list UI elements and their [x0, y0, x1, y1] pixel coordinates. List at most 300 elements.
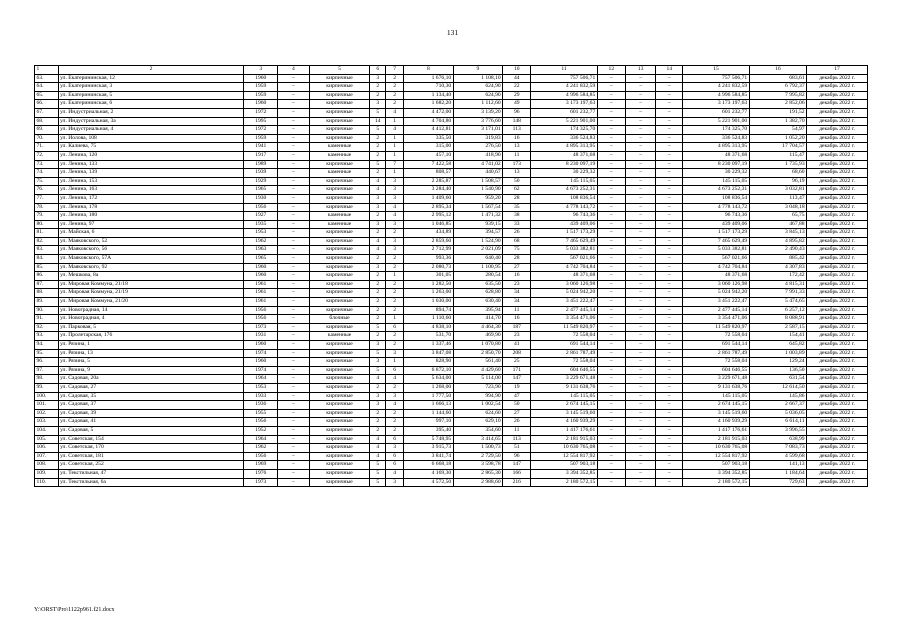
table-cell: 3 139,20	[453, 108, 503, 117]
table-cell: 1995	[244, 117, 278, 126]
table-cell: 145 115,05	[531, 177, 597, 186]
table-cell: –	[656, 134, 683, 143]
table-cell: 2 729,50	[453, 452, 503, 461]
table-cell: 79.	[35, 212, 59, 221]
table-cell: 98.	[35, 375, 59, 384]
table-cell: 8 230 097,19	[683, 160, 749, 169]
table-cell: –	[278, 220, 310, 229]
table-cell: 1 500,73	[453, 444, 503, 453]
table-cell: 96,19	[749, 177, 806, 186]
table-cell: 3 173 197,63	[683, 100, 749, 109]
table-cell: –	[597, 383, 625, 392]
table-cell: кирпичные	[309, 280, 370, 289]
table-cell: 10 630 765,08	[531, 444, 597, 453]
table-cell: 467,88	[749, 220, 806, 229]
table-cell: 145 115,05	[531, 392, 597, 401]
table-cell: ул. Парковая, 5	[58, 323, 244, 332]
table-cell: 3 847,08	[404, 349, 454, 358]
table-cell: 631,54	[749, 375, 806, 384]
table-cell: 80.	[35, 220, 59, 229]
table-cell: ул. Ленина, 178	[58, 203, 244, 212]
table-cell: 68,60	[749, 169, 806, 178]
table-cell: 4 996 584,85	[531, 91, 597, 100]
table-cell: ул. Садовая, 27	[58, 383, 244, 392]
table-cell: –	[597, 392, 625, 401]
table-cell: –	[625, 74, 655, 83]
table-cell: 105.	[35, 435, 59, 444]
column-number-cell: 8	[404, 66, 454, 75]
table-row	[35, 126, 868, 135]
table-cell: 108 836,54	[683, 194, 749, 203]
table-row	[35, 194, 868, 203]
table-cell: ул. Садовая, 35	[58, 392, 244, 401]
table-cell: –	[656, 91, 683, 100]
table-cell: 3 229 671,48	[531, 375, 597, 384]
table-cell: 2	[370, 289, 386, 298]
table-cell: ул. Садовая, 20а	[58, 375, 244, 384]
table-row	[35, 392, 868, 401]
table-cell: 885,42	[749, 255, 806, 264]
table-cell: кирпичные	[309, 134, 370, 143]
table-cell: 414,70	[453, 315, 503, 324]
table-cell: 1931	[244, 332, 278, 341]
table-cell: 4 838,10	[404, 323, 454, 332]
table-cell: –	[278, 341, 310, 350]
table-row	[35, 298, 868, 307]
table-cell: кирпичные	[309, 91, 370, 100]
table-cell: декабрь 2022 г.	[807, 444, 868, 453]
table-cell: 1959	[244, 134, 278, 143]
table-cell: –	[625, 212, 655, 221]
table-cell: декабрь 2022 г.	[807, 212, 868, 221]
table-cell: 439 409,06	[531, 220, 597, 229]
table-row	[35, 409, 868, 418]
table-row	[35, 418, 868, 427]
table-cell: 319,83	[453, 134, 503, 143]
table-cell: 16	[503, 134, 531, 143]
table-cell: ул. Маяковского, 57А	[58, 255, 244, 264]
table-cell: 2 477 445,14	[531, 306, 597, 315]
table-cell: 808,57	[404, 169, 454, 178]
table-cell: 6 614,11	[749, 418, 806, 427]
table-cell: кирпичные	[309, 177, 370, 186]
table-cell: –	[625, 117, 655, 126]
table-cell: декабрь 2022 г.	[807, 134, 868, 143]
table-cell: 723,90	[453, 383, 503, 392]
table-cell: –	[656, 323, 683, 332]
table-cell: –	[278, 478, 310, 487]
table-cell: 3	[370, 263, 386, 272]
table-cell: кирпичные	[309, 409, 370, 418]
table-cell: –	[656, 100, 683, 109]
table-cell: 77.	[35, 194, 59, 203]
table-cell: 63.	[35, 74, 59, 83]
table-cell: декабрь 2022 г.	[807, 237, 868, 246]
table-cell: –	[656, 375, 683, 384]
table-cell: декабрь 2022 г.	[807, 349, 868, 358]
table-cell: 3 598,78	[453, 461, 503, 470]
table-cell: декабрь 2022 г.	[807, 255, 868, 264]
table-cell: каменные	[309, 151, 370, 160]
table-cell: 71.	[35, 143, 59, 152]
table-cell: 3 229 671,48	[683, 375, 749, 384]
table-cell: –	[597, 83, 625, 92]
table-cell: декабрь 2022 г.	[807, 289, 868, 298]
table-cell: 102.	[35, 409, 59, 418]
table-cell: 4 472,00	[404, 108, 454, 117]
table-cell: ул. Маяковского, 92	[58, 263, 244, 272]
table-row	[35, 212, 868, 221]
table-cell: 1 540,90	[453, 186, 503, 195]
table-cell: 4 704,80	[404, 117, 454, 126]
table-cell: декабрь 2022 г.	[807, 246, 868, 255]
table-row	[35, 306, 868, 315]
table-cell: 2	[386, 306, 404, 315]
table-cell: 828,90	[404, 358, 454, 367]
table-cell: 4 778 143,72	[531, 203, 597, 212]
table-cell: блочные	[309, 315, 370, 324]
table-cell: 5 033 382,81	[531, 246, 597, 255]
table-cell: 1964	[244, 435, 278, 444]
column-number-cell: 15	[683, 66, 749, 75]
table-cell: 7 083,73	[749, 444, 806, 453]
table-cell: 2 021,09	[453, 246, 503, 255]
table-cell: 1 100,95	[453, 263, 503, 272]
table-cell: –	[278, 469, 310, 478]
table-cell: 4 895 313,95	[683, 143, 749, 152]
table-cell: 1929	[244, 177, 278, 186]
table-cell: 3	[370, 220, 386, 229]
table-cell: 3	[370, 401, 386, 410]
table-cell: 6 872,10	[404, 366, 454, 375]
table-cell: –	[625, 401, 655, 410]
table-cell: –	[278, 401, 310, 410]
table-cell: 1 417 176,61	[531, 426, 597, 435]
table-cell: 440,67	[453, 169, 503, 178]
table-cell: ул. Новоградная, 14	[58, 306, 244, 315]
table-cell: –	[278, 272, 310, 281]
table-cell: 4 673 252,31	[531, 186, 597, 195]
table-cell: 3	[386, 194, 404, 203]
column-number-cell: 10	[503, 66, 531, 75]
table-cell: –	[597, 212, 625, 221]
table-cell: 106.	[35, 444, 59, 453]
table-cell: 2 587,15	[749, 323, 806, 332]
table-cell: 3	[386, 478, 404, 487]
table-cell: каменные	[309, 169, 370, 178]
table-cell: –	[625, 143, 655, 152]
table-cell: 3 776,60	[453, 117, 503, 126]
table-cell: 3 171,01	[453, 126, 503, 135]
table-cell: 78.	[35, 203, 59, 212]
table-cell: 1963	[244, 246, 278, 255]
table-cell: 2	[386, 229, 404, 238]
table-cell: 4 778 143,72	[683, 203, 749, 212]
table-cell: –	[625, 100, 655, 109]
table-cell: 173	[503, 160, 531, 169]
table-cell: ул. Маяковского, 56	[58, 246, 244, 255]
table-cell: 100.	[35, 392, 59, 401]
column-number-cell: 17	[807, 66, 868, 75]
table-cell: 66.	[35, 100, 59, 109]
table-cell: кирпичные	[309, 401, 370, 410]
table-cell: декабрь 2022 г.	[807, 469, 868, 478]
table-cell: кирпичные	[309, 349, 370, 358]
table-cell: 2	[386, 289, 404, 298]
table-cell: 171	[503, 366, 531, 375]
table-cell: 1 144,60	[404, 409, 454, 418]
table-cell: 3	[386, 392, 404, 401]
table-cell: кирпичные	[309, 117, 370, 126]
table-cell: –	[597, 237, 625, 246]
table-cell: 48 371,68	[531, 272, 597, 281]
table-cell: 1959	[244, 91, 278, 100]
table-cell: 11	[503, 306, 531, 315]
table-cell: декабрь 2022 г.	[807, 220, 868, 229]
table-cell: декабрь 2022 г.	[807, 143, 868, 152]
table-cell: –	[597, 194, 625, 203]
table-cell: –	[278, 323, 310, 332]
table-cell: –	[625, 263, 655, 272]
table-cell: 1960	[244, 100, 278, 109]
table-cell: –	[656, 435, 683, 444]
table-cell: 81.	[35, 229, 59, 238]
table-cell: 4 464,30	[453, 323, 503, 332]
table-cell: кирпичные	[309, 469, 370, 478]
table-cell: –	[278, 186, 310, 195]
table-cell: кирпичные	[309, 435, 370, 444]
table-cell: –	[656, 246, 683, 255]
table-cell: –	[278, 108, 310, 117]
table-row	[35, 272, 868, 281]
table-cell: 1953	[244, 383, 278, 392]
table-cell: –	[656, 349, 683, 358]
table-cell: 96 743,36	[531, 212, 597, 221]
table-cell: –	[597, 469, 625, 478]
table-cell: ул. Рязина, 5	[58, 358, 244, 367]
table-cell: 73.	[35, 160, 59, 169]
table-cell: –	[597, 126, 625, 135]
table-cell: декабрь 2022 г.	[807, 315, 868, 324]
table-cell: 1972	[244, 108, 278, 117]
table-cell: –	[656, 306, 683, 315]
table-cell: 2 181 915,03	[683, 435, 749, 444]
table-cell: 5	[370, 469, 386, 478]
table-cell: 1	[386, 134, 404, 143]
table-cell: –	[278, 203, 310, 212]
table-cell: 4 572,50	[404, 478, 454, 487]
table-cell: 115,47	[749, 151, 806, 160]
table-cell: –	[656, 194, 683, 203]
table-cell: 640,40	[453, 255, 503, 264]
table-cell: ул. Ленина, 139	[58, 169, 244, 178]
table-cell: 23	[503, 332, 531, 341]
table-cell: 1 268,00	[404, 383, 454, 392]
table-cell: 29	[503, 91, 531, 100]
table-cell: каменные	[309, 332, 370, 341]
table-cell: 3 173 197,63	[531, 100, 597, 109]
table-cell: 83.	[35, 246, 59, 255]
table-cell: –	[656, 255, 683, 264]
table-cell: –	[625, 246, 655, 255]
table-cell: декабрь 2022 г.	[807, 83, 868, 92]
table-cell: 2	[370, 212, 386, 221]
table-cell: 94.	[35, 341, 59, 350]
table-cell: 1 263,00	[404, 289, 454, 298]
table-cell: 1 134,40	[404, 91, 454, 100]
table-cell: –	[278, 134, 310, 143]
table-cell: 1974	[244, 366, 278, 375]
table-cell: 5	[370, 478, 386, 487]
table-cell: 87.	[35, 280, 59, 289]
table-cell: 48 371,68	[531, 151, 597, 160]
table-cell: 147	[503, 461, 531, 470]
table-cell: –	[597, 298, 625, 307]
table-cell: 6	[386, 435, 404, 444]
table-cell: 335,50	[404, 134, 454, 143]
table-cell: 2 861 787,49	[531, 349, 597, 358]
table-cell: 174 325,70	[531, 126, 597, 135]
table-cell: 4 160 939,29	[531, 418, 597, 427]
table-cell: –	[597, 100, 625, 109]
table-cell: 1962	[244, 444, 278, 453]
table-row	[35, 349, 868, 358]
table-cell: 2 850,70	[453, 349, 503, 358]
table-cell: –	[597, 134, 625, 143]
table-row	[35, 469, 868, 478]
table-cell: 2	[386, 100, 404, 109]
column-number-cell: 7	[386, 66, 404, 75]
table-cell: 3 284,40	[404, 186, 454, 195]
table-cell: 624,60	[453, 409, 503, 418]
table-cell: 2 859,60	[404, 237, 454, 246]
table-cell: 2	[370, 143, 386, 152]
table-cell: –	[625, 375, 655, 384]
table-cell: –	[278, 246, 310, 255]
table-cell: 68	[503, 237, 531, 246]
table-cell: кирпичные	[309, 203, 370, 212]
table-cell: декабрь 2022 г.	[807, 91, 868, 100]
table-cell: 3 394 352,85	[683, 469, 749, 478]
table-cell: –	[656, 332, 683, 341]
table-cell: –	[597, 426, 625, 435]
column-number-cell: 13	[625, 66, 655, 75]
table-cell: декабрь 2022 г.	[807, 375, 868, 384]
table-cell: –	[597, 409, 625, 418]
table-cell: 6	[386, 323, 404, 332]
table-cell: 2 667,37	[749, 401, 806, 410]
table-cell: 4 429,60	[453, 366, 503, 375]
table-cell: 1972	[244, 126, 278, 135]
table-cell: 1955	[244, 409, 278, 418]
table-cell: –	[656, 452, 683, 461]
table-cell: декабрь 2022 г.	[807, 186, 868, 195]
table-cell: 2	[386, 383, 404, 392]
table-cell: 6	[386, 461, 404, 470]
table-cell: 1974	[244, 349, 278, 358]
table-cell: 629,10	[453, 418, 503, 427]
table-cell: –	[625, 108, 655, 117]
table-cell: 65.	[35, 91, 59, 100]
column-number-cell: 2	[58, 66, 244, 75]
table-cell: кирпичные	[309, 375, 370, 384]
table-row	[35, 143, 868, 152]
table-row	[35, 237, 868, 246]
table-cell: –	[278, 298, 310, 307]
table-cell: 2 861 787,49	[683, 349, 749, 358]
table-cell: 3 354 471,06	[531, 315, 597, 324]
table-cell: 567 021,66	[683, 255, 749, 264]
table-cell: 2	[370, 272, 386, 281]
table-cell: кирпичные	[309, 426, 370, 435]
table-cell: кирпичные	[309, 366, 370, 375]
table-cell: –	[656, 298, 683, 307]
table-cell: 2	[386, 255, 404, 264]
table-cell: –	[597, 358, 625, 367]
table-cell: 2 995,12	[404, 212, 454, 221]
table-cell: 3 354 471,06	[683, 315, 749, 324]
table-cell: кирпичные	[309, 444, 370, 453]
table-cell: 1941	[244, 143, 278, 152]
table-cell: –	[597, 229, 625, 238]
table-cell: 3 060 126,98	[683, 280, 749, 289]
table-cell: 13	[503, 143, 531, 152]
table-cell: 4	[386, 469, 404, 478]
table-cell: каменные	[309, 143, 370, 152]
table-row	[35, 203, 868, 212]
table-cell: 601 232,77	[531, 108, 597, 117]
table-cell: –	[625, 203, 655, 212]
table-cell: 14	[370, 117, 386, 126]
table-cell: 1962	[244, 237, 278, 246]
table-cell: декабрь 2022 г.	[807, 332, 868, 341]
table-cell: –	[656, 263, 683, 272]
table-row	[35, 100, 868, 109]
table-cell: ул. Ленина, 163	[58, 186, 244, 195]
table-cell: 994,90	[453, 392, 503, 401]
table-cell: –	[625, 392, 655, 401]
table-cell: 507 903,18	[683, 461, 749, 470]
table-cell: –	[625, 332, 655, 341]
table-cell: 108 836,54	[531, 194, 597, 203]
table-cell: декабрь 2022 г.	[807, 177, 868, 186]
table-cell: 336 524,83	[683, 134, 749, 143]
table-row	[35, 315, 868, 324]
table-cell: 301,05	[404, 272, 454, 281]
table-cell: –	[656, 280, 683, 289]
table-cell: –	[656, 143, 683, 152]
table-cell: 507 903,18	[531, 461, 597, 470]
table-cell: декабрь 2022 г.	[807, 435, 868, 444]
table-cell: 72 558,04	[531, 332, 597, 341]
table-cell: 4	[370, 246, 386, 255]
table-cell: 638,99	[749, 435, 806, 444]
table-row	[35, 117, 868, 126]
table-cell: декабрь 2022 г.	[807, 272, 868, 281]
table-cell: 67.	[35, 108, 59, 117]
table-cell: 44	[503, 74, 531, 83]
table-cell: 5	[370, 366, 386, 375]
table-cell: 2	[370, 83, 386, 92]
table-cell: 145,86	[749, 392, 806, 401]
table-cell: –	[625, 237, 655, 246]
table-cell: 3 451 222,47	[531, 298, 597, 307]
table-cell: –	[278, 383, 310, 392]
table-row	[35, 83, 868, 92]
table-cell: 959,20	[453, 194, 503, 203]
table-cell: 108.	[35, 461, 59, 470]
table-cell: кирпичные	[309, 289, 370, 298]
